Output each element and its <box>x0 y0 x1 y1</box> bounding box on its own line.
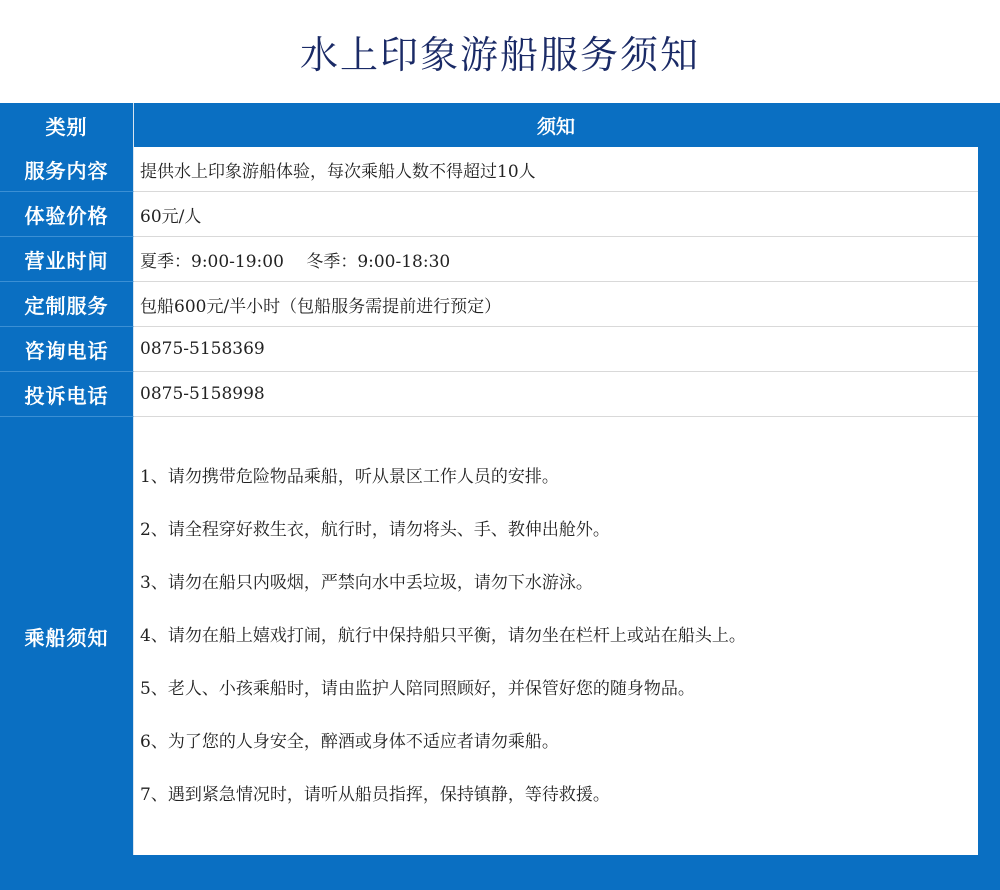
table-row <box>0 192 978 237</box>
header-category: 类别 <box>0 103 134 147</box>
consult-phone: 0875-5158369 <box>134 327 978 372</box>
notes-row <box>0 417 978 855</box>
complaint-phone: 0875-5158998 <box>134 372 978 417</box>
notes-category: 乘船须知 <box>0 417 134 855</box>
notes-list <box>134 417 978 855</box>
row-category: 咨询电话 <box>0 327 134 372</box>
row-value: 夏季：9:00-19:00 冬季：9:00-18:30 <box>134 237 978 282</box>
list-item: 7、遇到紧急情况时，请听从船员指挥，保持镇静，等待救援。 <box>140 785 610 805</box>
list-item: 5、老人、小孩乘船时，请由监护人陪同照顾好，并保管好您的随身物品。 <box>140 679 695 699</box>
row-value: 包船600元/半小时（包船服务需提前进行预定） <box>134 282 978 327</box>
header-notice: 须知 <box>134 103 978 147</box>
table-row <box>0 327 978 372</box>
page-title: 水上印象游船服务须知 <box>299 33 700 77</box>
table-row <box>0 147 978 192</box>
table-row <box>0 282 978 327</box>
table-row <box>0 237 978 282</box>
row-value: 提供水上印象游船体验，每次乘船人数不得超过10人 <box>134 147 978 192</box>
row-category: 服务内容 <box>0 147 134 192</box>
row-category: 体验价格 <box>0 192 134 237</box>
table-row <box>0 372 978 417</box>
row-category: 定制服务 <box>0 282 134 327</box>
list-item: 1、请勿携带危险物品乘船，听从景区工作人员的安排。 <box>140 467 559 487</box>
table-header-row <box>0 103 978 147</box>
list-item: 3、请勿在船只内吸烟，严禁向水中丢垃圾，请勿下水游泳。 <box>140 573 593 593</box>
row-category: 营业时间 <box>0 237 134 282</box>
list-item: 2、请全程穿好救生衣，航行时，请勿将头、手、教伸出舱外。 <box>140 520 610 540</box>
list-item: 6、为了您的人身安全，醉酒或身体不适应者请勿乘船。 <box>140 732 559 752</box>
row-value: 60元/人 <box>134 192 978 237</box>
list-item: 4、请勿在船上嬉戏打闹，航行中保持船只平衡，请勿坐在栏杆上或站在船头上。 <box>140 626 746 646</box>
notice-table <box>0 103 978 855</box>
row-category: 投诉电话 <box>0 372 134 417</box>
